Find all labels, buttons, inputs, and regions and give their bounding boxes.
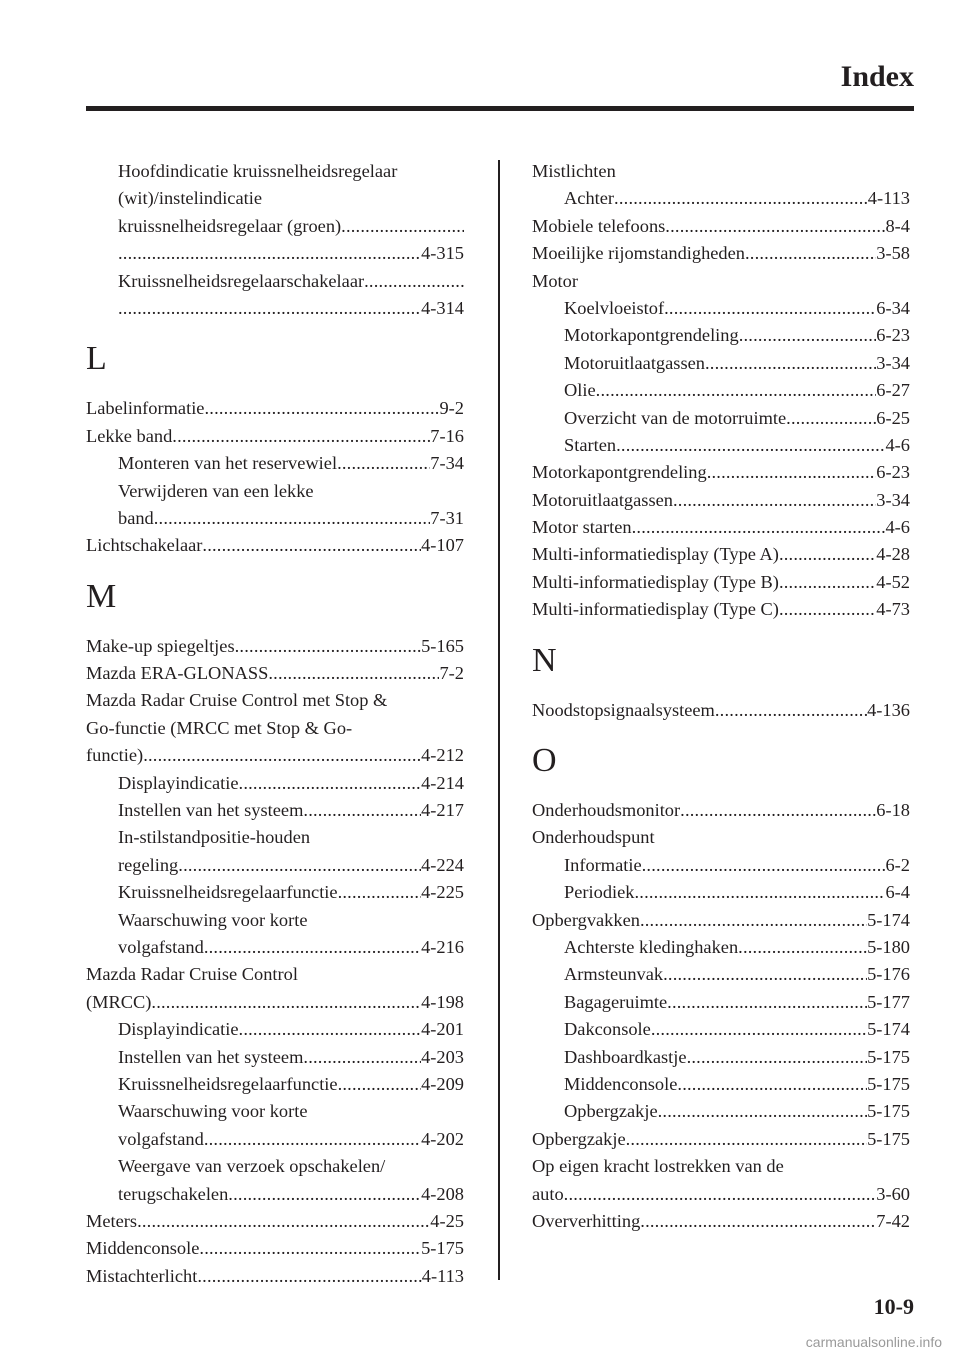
dot-leader bbox=[680, 797, 876, 824]
index-entry-text: Waarschuwing voor korte bbox=[118, 1101, 308, 1122]
index-entry-text: Motoruitlaatgassen bbox=[532, 489, 673, 510]
index-entry-page: 4-198 bbox=[421, 991, 464, 1012]
index-entry bbox=[532, 824, 910, 851]
dot-leader bbox=[705, 350, 876, 377]
index-entry-text: Armsteunvak bbox=[564, 964, 664, 985]
dot-leader bbox=[663, 961, 867, 988]
index-entry bbox=[86, 715, 464, 742]
dot-leader bbox=[642, 852, 886, 879]
index-entry-page: 6-23 bbox=[876, 462, 910, 483]
dot-leader bbox=[614, 185, 868, 212]
index-entry bbox=[532, 1153, 910, 1180]
index-entry-text: Lichtschakelaar bbox=[86, 535, 203, 556]
index-entry bbox=[86, 660, 464, 687]
index-entry-text: Olie bbox=[564, 380, 596, 401]
index-entry-text: Achter bbox=[564, 188, 615, 209]
dot-leader bbox=[658, 1098, 867, 1125]
index-entry bbox=[86, 158, 464, 185]
index-entry-page: 5-175 bbox=[867, 1101, 910, 1122]
index-entry-text: kruissnelheidsregelaar (groen) bbox=[118, 215, 342, 236]
header-rule bbox=[86, 106, 914, 111]
index-entry-text: band bbox=[118, 507, 154, 528]
dot-leader bbox=[665, 213, 885, 240]
index-entry bbox=[86, 240, 464, 267]
index-entry bbox=[532, 295, 910, 322]
dot-leader bbox=[303, 797, 421, 824]
index-entry-page: 5-175 bbox=[867, 1128, 910, 1149]
dot-leader bbox=[268, 660, 439, 687]
dot-leader bbox=[673, 487, 876, 514]
index-entry bbox=[86, 1153, 464, 1180]
dot-leader bbox=[687, 1044, 868, 1071]
index-entry-page: 3-34 bbox=[876, 489, 910, 510]
dot-leader bbox=[303, 1044, 421, 1071]
watermark: carmanualsonline.info bbox=[805, 1334, 942, 1350]
index-entry-text: Lekke band bbox=[86, 425, 173, 446]
index-entry bbox=[86, 687, 464, 714]
index-entry-page: 4-208 bbox=[421, 1183, 464, 1204]
index-entry bbox=[532, 1208, 910, 1235]
index-entry-page: 4-224 bbox=[421, 854, 464, 875]
index-column-left bbox=[86, 158, 464, 1290]
index-entry-page: 4-6 bbox=[885, 434, 910, 455]
index-column-right bbox=[532, 158, 910, 1235]
index-entry-page: 3-60 bbox=[876, 1183, 910, 1204]
dot-leader bbox=[664, 295, 876, 322]
index-entry bbox=[86, 1208, 464, 1235]
index-entry-text: Mistachterlicht bbox=[86, 1265, 198, 1286]
dot-leader bbox=[239, 1016, 422, 1043]
index-entry-text: Op eigen kracht lostrekken van de bbox=[532, 1156, 784, 1177]
dot-leader bbox=[137, 1208, 430, 1235]
index-entry-page: 5-175 bbox=[867, 1073, 910, 1094]
index-entry bbox=[532, 1098, 910, 1125]
dot-leader bbox=[651, 1016, 867, 1043]
dot-leader bbox=[596, 377, 877, 404]
index-entry-text: Dashboardkastje bbox=[564, 1046, 687, 1067]
dot-leader bbox=[707, 459, 877, 486]
index-entry-text: Koelvloeistof bbox=[564, 297, 665, 318]
index-entry-text: regeling bbox=[118, 854, 179, 875]
index-entry-text: Achterste kledinghaken bbox=[564, 936, 739, 957]
index-entry bbox=[532, 569, 910, 596]
index-entry-text: Multi-informatiedisplay (Type C) bbox=[532, 599, 779, 620]
dot-leader bbox=[616, 432, 885, 459]
index-entry-text: Motor starten bbox=[532, 517, 632, 538]
index-entry bbox=[86, 213, 464, 240]
index-entry-text: Kruissnelheidsregelaarfunctie bbox=[118, 882, 338, 903]
index-entry-text: Motorkapontgrendeling bbox=[532, 462, 707, 483]
index-entry bbox=[86, 907, 464, 934]
index-entry bbox=[86, 295, 464, 322]
index-entry-page: 4-6 bbox=[885, 517, 910, 538]
index-entry-page: 4-203 bbox=[421, 1046, 464, 1067]
index-entry-text: Go-functie (MRCC met Stop & Go- bbox=[86, 717, 353, 738]
dot-leader bbox=[172, 423, 430, 450]
index-entry bbox=[532, 268, 910, 295]
index-entry-text: Opbergzakje bbox=[532, 1128, 626, 1149]
index-entry-text: auto bbox=[532, 1183, 564, 1204]
index-entry bbox=[86, 961, 464, 988]
index-entry-page: 4-216 bbox=[421, 936, 464, 957]
dot-leader bbox=[786, 405, 876, 432]
index-entry bbox=[532, 1016, 910, 1043]
dot-leader bbox=[337, 450, 430, 477]
index-entry bbox=[86, 478, 464, 505]
index-entry-page: 4-202 bbox=[421, 1128, 464, 1149]
index-entry-text: Meters bbox=[86, 1210, 138, 1231]
index-entry-text: terugschakelen bbox=[118, 1183, 229, 1204]
index-entry-text: Oververhitting bbox=[532, 1210, 641, 1231]
index-entry-page: 7-31 bbox=[430, 507, 464, 528]
index-entry bbox=[86, 505, 464, 532]
index-entry bbox=[532, 989, 910, 1016]
dot-leader bbox=[151, 989, 421, 1016]
index-entry bbox=[86, 989, 464, 1016]
index-entry-text: Opbergzakje bbox=[564, 1101, 658, 1122]
dot-leader bbox=[739, 322, 877, 349]
index-entry-page: 5-176 bbox=[867, 964, 910, 985]
index-entry bbox=[532, 158, 910, 185]
index-entry bbox=[86, 852, 464, 879]
dot-leader bbox=[239, 770, 422, 797]
index-entry bbox=[86, 633, 464, 660]
index-entry-text: Make-up spiegeltjes bbox=[86, 635, 235, 656]
index-entry bbox=[86, 268, 464, 295]
index-entry bbox=[532, 541, 910, 568]
index-entry bbox=[532, 514, 910, 541]
dot-leader bbox=[204, 395, 439, 422]
index-entry bbox=[86, 1016, 464, 1043]
index-entry-text: Bagageruimte bbox=[564, 991, 668, 1012]
index-entry-page: 6-23 bbox=[876, 325, 910, 346]
index-entry-text: Informatie bbox=[564, 854, 642, 875]
dot-leader bbox=[634, 879, 885, 906]
index-section-letter: N bbox=[532, 641, 557, 679]
index-entry-text: Motorkapontgrendeling bbox=[564, 325, 739, 346]
index-entry bbox=[86, 395, 464, 422]
index-entry-page: 6-18 bbox=[876, 800, 910, 821]
column-divider bbox=[498, 160, 500, 1280]
index-entry bbox=[532, 322, 910, 349]
index-entry-page: 5-165 bbox=[421, 635, 464, 656]
index-entry-page: 4-212 bbox=[421, 745, 464, 766]
index-entry bbox=[532, 1071, 910, 1098]
index-entry bbox=[86, 1071, 464, 1098]
index-entry-text: Monteren van het reservewiel bbox=[118, 453, 338, 474]
dot-leader bbox=[204, 934, 421, 961]
index-section-letter: L bbox=[86, 340, 107, 378]
index-entry bbox=[532, 350, 910, 377]
dot-leader bbox=[632, 514, 886, 541]
dot-leader bbox=[779, 541, 876, 568]
dot-leader bbox=[143, 742, 421, 769]
dot-leader bbox=[197, 1263, 421, 1290]
index-entry-page: 6-27 bbox=[876, 380, 910, 401]
index-entry-page: 8-4 bbox=[885, 215, 910, 236]
index-entry-text: Periodiek bbox=[564, 882, 635, 903]
index-entry-text: Starten bbox=[564, 434, 617, 455]
index-entry bbox=[532, 961, 910, 988]
index-entry bbox=[532, 432, 910, 459]
index-entry-text: Mobiele telefoons bbox=[532, 215, 666, 236]
index-entry bbox=[532, 185, 910, 212]
index-entry bbox=[86, 797, 464, 824]
index-entry bbox=[86, 742, 464, 769]
index-entry bbox=[532, 459, 910, 486]
index-entry-page: 4-73 bbox=[876, 599, 910, 620]
index-entry-page: 4-314 bbox=[421, 297, 464, 318]
index-entry-text: Onderhoudsmonitor bbox=[532, 800, 681, 821]
index-entry-text: Opbergvakken bbox=[532, 909, 640, 930]
index-entry-page: 4-52 bbox=[876, 571, 910, 592]
index-entry-text: Moeilijke rijomstandigheden bbox=[532, 243, 745, 264]
dot-leader bbox=[677, 1071, 867, 1098]
index-section-letter: M bbox=[86, 577, 117, 615]
index-entry-page: 4-113 bbox=[867, 188, 910, 209]
index-entry-text: Mazda ERA-GLONASS bbox=[86, 663, 269, 684]
index-entry bbox=[86, 770, 464, 797]
dot-leader bbox=[745, 240, 876, 267]
index-entry-text: Labelinformatie bbox=[86, 398, 205, 419]
index-entry-page: 4-28 bbox=[876, 544, 910, 565]
index-entry-page: 5-174 bbox=[867, 909, 910, 930]
index-entry bbox=[86, 1263, 464, 1290]
index-entry bbox=[532, 596, 910, 623]
index-entry-page: 9-2 bbox=[439, 398, 464, 419]
index-entry-page: 5-175 bbox=[421, 1238, 464, 1259]
index-entry-page: 5-177 bbox=[867, 991, 910, 1012]
index-entry-text: Motor bbox=[532, 270, 578, 291]
index-entry-page: 4-25 bbox=[430, 1210, 464, 1231]
index-entry-page: 6-25 bbox=[876, 407, 910, 428]
dot-leader bbox=[154, 505, 431, 532]
index-entry-text: Kruissnelheidsregelaarfunctie bbox=[118, 1073, 338, 1094]
index-entry bbox=[532, 487, 910, 514]
index-entry-text: Multi-informatiedisplay (Type A) bbox=[532, 544, 779, 565]
index-entry bbox=[86, 423, 464, 450]
index-entry-text: Middenconsole bbox=[564, 1073, 678, 1094]
dot-leader bbox=[779, 569, 876, 596]
index-entry bbox=[532, 1181, 910, 1208]
dot-leader bbox=[178, 852, 421, 879]
index-entry-text: Overzicht van de motorruimte bbox=[564, 407, 787, 428]
index-entry-page: 7-42 bbox=[876, 1210, 910, 1231]
index-entry-text: Motoruitlaatgassen bbox=[564, 352, 705, 373]
index-entry-text: volgafstand bbox=[118, 1128, 204, 1149]
index-entry-text: Multi-informatiedisplay (Type B) bbox=[532, 571, 779, 592]
index-entry bbox=[532, 852, 910, 879]
index-entry bbox=[86, 532, 464, 559]
index-entry-page: 3-58 bbox=[876, 243, 910, 264]
dot-leader bbox=[338, 1071, 422, 1098]
dot-leader bbox=[199, 1235, 421, 1262]
index-entry bbox=[86, 185, 464, 212]
index-entry-page: 7-2 bbox=[439, 663, 464, 684]
index-entry-text: (MRCC) bbox=[86, 991, 152, 1012]
index-entry bbox=[532, 377, 910, 404]
index-entry-text: Weergave van verzoek opschakelen/ bbox=[118, 1156, 386, 1177]
dot-leader bbox=[640, 1208, 876, 1235]
index-entry-page: 5-180 bbox=[867, 936, 910, 957]
index-entry bbox=[532, 213, 910, 240]
index-entry bbox=[86, 1235, 464, 1262]
index-entry bbox=[532, 934, 910, 961]
index-entry-page: 6-4 bbox=[885, 882, 910, 903]
index-entry-text: functie) bbox=[86, 745, 144, 766]
index-entry bbox=[86, 1044, 464, 1071]
index-entry bbox=[532, 879, 910, 906]
index-entry-text: Waarschuwing voor korte bbox=[118, 909, 308, 930]
dot-leader bbox=[204, 1126, 421, 1153]
dot-leader bbox=[779, 596, 876, 623]
index-entry-text: Onderhoudspunt bbox=[532, 827, 655, 848]
dot-leader bbox=[640, 907, 867, 934]
index-entry-text: (wit)/instelindicatie bbox=[118, 188, 263, 209]
index-entry-page: 4-201 bbox=[421, 1019, 464, 1040]
index-entry bbox=[532, 240, 910, 267]
index-entry bbox=[532, 1044, 910, 1071]
index-entry-page: 4-113 bbox=[421, 1265, 464, 1286]
dot-leader bbox=[626, 1126, 867, 1153]
index-entry-text: Mazda Radar Cruise Control met Stop & bbox=[86, 690, 388, 711]
index-entry-text: volgafstand bbox=[118, 936, 204, 957]
dot-leader bbox=[235, 633, 421, 660]
index-entry-text: In-stilstandpositie-houden bbox=[118, 827, 311, 848]
page-title: Index bbox=[840, 60, 914, 93]
index-entry-text: Noodstopsignaalsysteem bbox=[532, 699, 715, 720]
index-entry-page: 4-209 bbox=[421, 1073, 464, 1094]
index-entry bbox=[532, 1126, 910, 1153]
dot-leader bbox=[118, 295, 421, 322]
index-entry-text: Displayindicatie bbox=[118, 1019, 239, 1040]
dot-leader bbox=[715, 697, 867, 724]
dot-leader bbox=[738, 934, 867, 961]
dot-leader bbox=[341, 213, 464, 240]
dot-leader bbox=[118, 240, 421, 267]
index-entry bbox=[86, 1098, 464, 1125]
index-entry-page: 4-217 bbox=[421, 800, 464, 821]
index-entry bbox=[86, 450, 464, 477]
index-entry bbox=[86, 934, 464, 961]
index-entry bbox=[532, 405, 910, 432]
index-entry-text: Mazda Radar Cruise Control bbox=[86, 964, 298, 985]
index-entry-text: Displayindicatie bbox=[118, 772, 239, 793]
index-entry-page: 4-315 bbox=[421, 243, 464, 264]
index-entry-text: Mistlichten bbox=[532, 161, 616, 181]
index-section-letter: O bbox=[532, 742, 557, 780]
dot-leader bbox=[202, 532, 421, 559]
index-entry-text: Middenconsole bbox=[86, 1238, 200, 1259]
index-entry bbox=[86, 1126, 464, 1153]
index-entry-text: Instellen van het systeem bbox=[118, 1046, 304, 1067]
dot-leader bbox=[338, 879, 422, 906]
index-entry-page: 7-16 bbox=[430, 425, 464, 446]
index-entry-text: Dakconsole bbox=[564, 1019, 651, 1040]
index-entry bbox=[86, 824, 464, 851]
dot-leader bbox=[667, 989, 867, 1016]
index-entry-page: 4-225 bbox=[421, 882, 464, 903]
page-number: 10-9 bbox=[873, 1294, 914, 1319]
index-entry-page: 5-174 bbox=[867, 1019, 910, 1040]
index-entry bbox=[532, 697, 910, 724]
dot-leader bbox=[364, 268, 464, 295]
index-entry-page: 4-136 bbox=[867, 699, 910, 720]
index-entry-page: 7-34 bbox=[430, 453, 464, 474]
index-entry-text: Kruissnelheidsregelaarschakelaar bbox=[118, 270, 365, 291]
dot-leader bbox=[564, 1181, 877, 1208]
index-entry bbox=[86, 879, 464, 906]
index-entry-text: Instellen van het systeem bbox=[118, 800, 304, 821]
index-entry-page: 4-214 bbox=[421, 772, 464, 793]
index-entry-page: 6-34 bbox=[876, 297, 910, 318]
index-entry bbox=[532, 907, 910, 934]
index-entry-text: Verwijderen van een lekke bbox=[118, 480, 314, 501]
dot-leader bbox=[228, 1181, 421, 1208]
index-entry-text: Hoofdindicatie kruissnelheidsregelaar bbox=[118, 161, 398, 181]
index-entry-page: 6-2 bbox=[885, 854, 910, 875]
index-entry-page: 4-107 bbox=[421, 535, 464, 556]
index-entry-page: 3-34 bbox=[876, 352, 910, 373]
index-entry bbox=[532, 797, 910, 824]
index-entry bbox=[86, 1181, 464, 1208]
index-entry-page: 5-175 bbox=[867, 1046, 910, 1067]
